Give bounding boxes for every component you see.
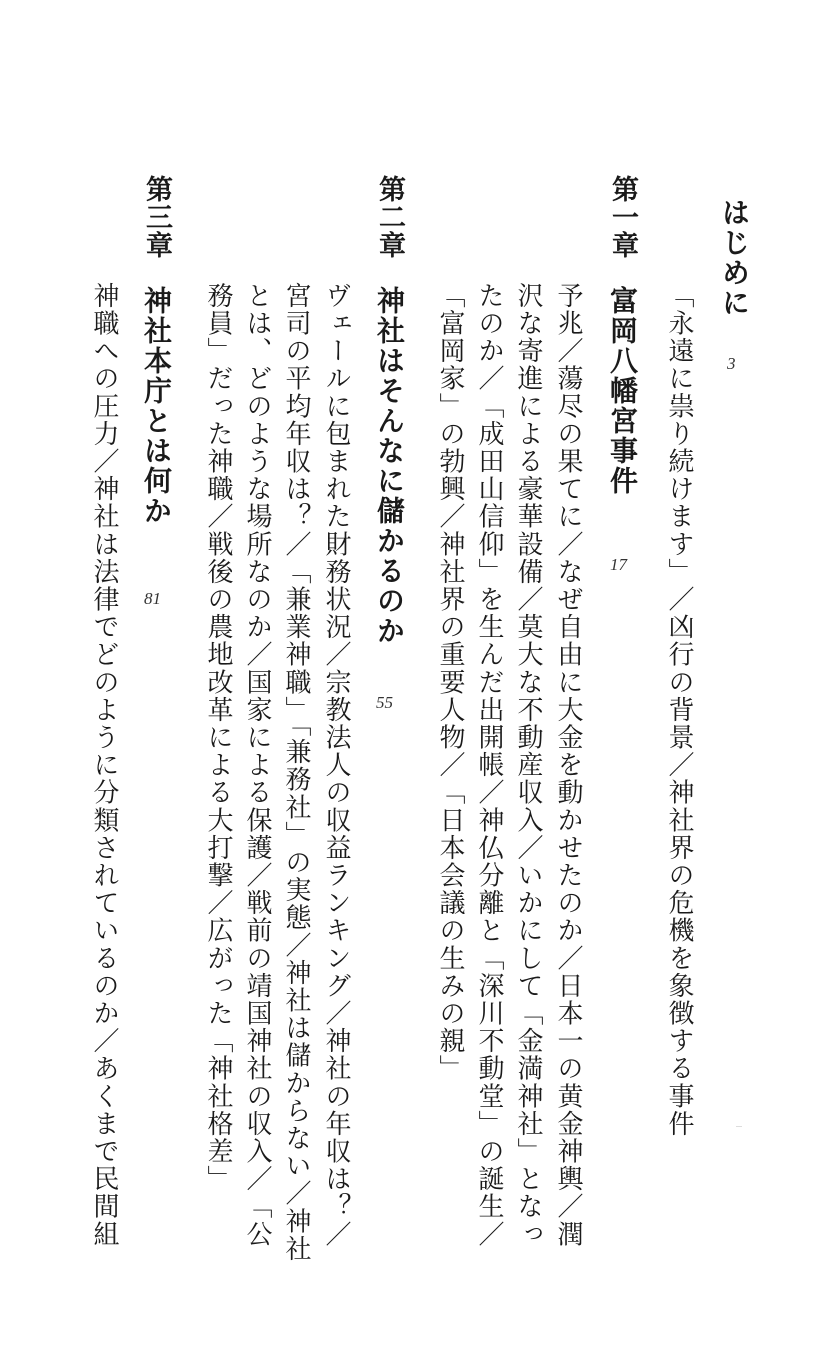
intro-text-line-1: 「永遠に祟り続けます」／凶行の背景／神社界の危機を象徴する事件 xyxy=(664,282,694,1138)
chapter-2-title: 神社はそんなに儲かるのか xyxy=(373,286,406,646)
chapter-2-text-line-4: 務員」だった神職／戦後の農地改革による大打撃／広がった「神社格差」 xyxy=(203,282,233,1193)
chapter-3-title: 神社本庁とは何か xyxy=(140,286,173,526)
intro-page-number: 3 xyxy=(727,354,736,373)
chapter-1-title: 富岡八幡宮事件 xyxy=(606,286,639,496)
chapter-1-label: 第一章 xyxy=(607,175,638,259)
chapter-1-text-line-2: 沢な寄進による豪華設備／莫大な不動産収入／いかにして「金満神社」となっ xyxy=(513,282,543,1248)
chapter-1-text-line-4: 「富岡家」の勃興／神社界の重要人物／「日本会議の生みの親」 xyxy=(435,282,465,1083)
chapter-3-text-line-1: 神職への圧力／神社は法律でどのように分類されているのか／あくまで民間組 xyxy=(89,282,119,1248)
chapter-1-page-number: 17 xyxy=(610,555,627,574)
chapter-2-text-line-1: ヴェールに包まれた財務状況／宗教法人の収益ランキング／神社の年収は？／ xyxy=(321,282,351,1248)
scan-mark xyxy=(736,1126,742,1127)
chapter-2-text-line-3: とは、どのような場所なのか／国家による保護／戦前の靖国神社の収入／「公 xyxy=(242,282,272,1248)
intro-title: はじめに xyxy=(718,198,751,318)
chapter-1-text-line-1: 予兆／蕩尽の果てに／なぜ自由に大金を動かせたのか／日本一の黄金神輿／潤 xyxy=(553,282,583,1248)
chapter-3-page-number: 81 xyxy=(144,589,161,608)
chapter-3-label: 第三章 xyxy=(141,175,172,259)
chapter-1-text-line-3: たのか／「成田山信仰」を生んだ出開帳／神仏分離と「深川不動堂」の誕生／ xyxy=(474,282,504,1248)
chapter-2-label: 第二章 xyxy=(374,175,405,259)
chapter-2-text-line-2: 宮司の平均年収は？／「兼業神職」「兼務社」の実態／神社は儲からない／神社 xyxy=(281,282,311,1263)
chapter-2-page-number: 55 xyxy=(376,693,393,712)
